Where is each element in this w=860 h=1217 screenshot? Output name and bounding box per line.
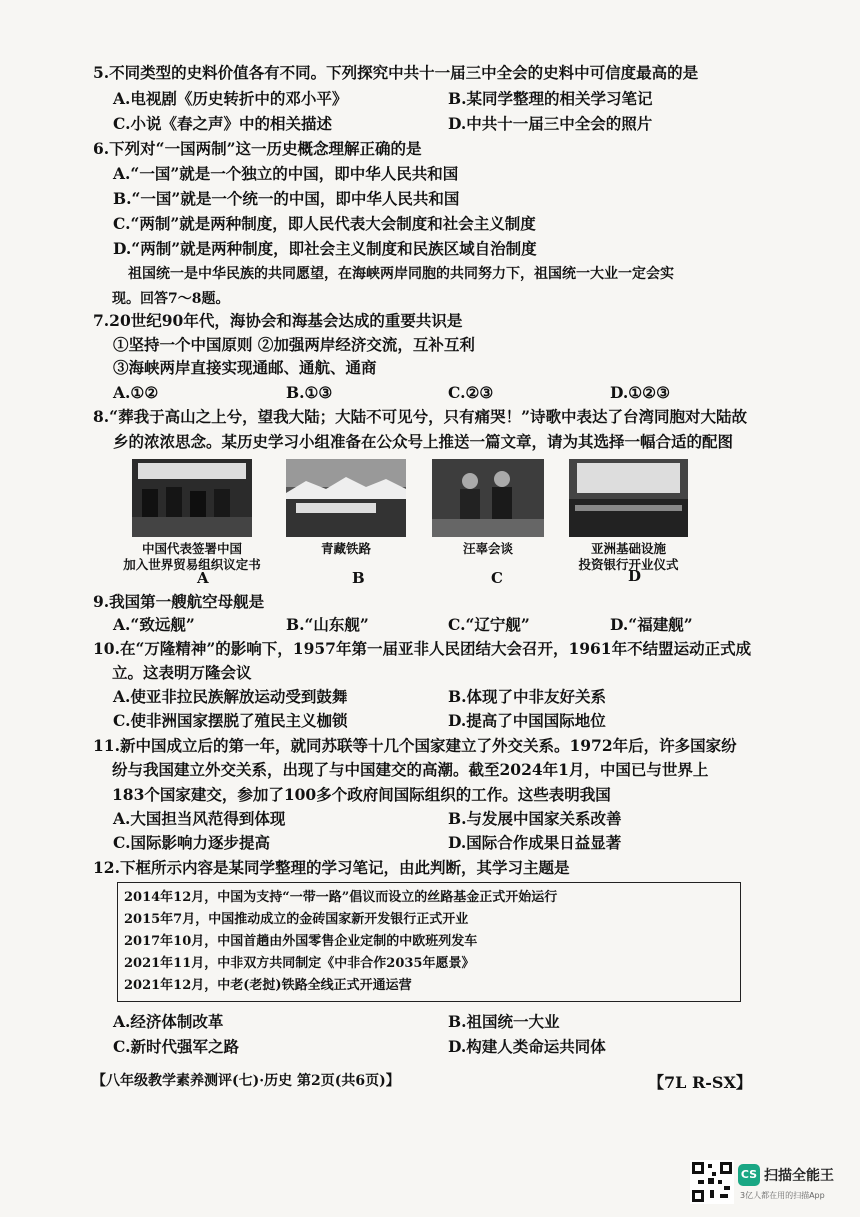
caption-a-line-2: 加入世界贸易组织议定书	[123, 557, 261, 572]
passage-line-2: 现。回答7～8题。	[112, 291, 230, 307]
picture-letter-b: B	[352, 569, 365, 587]
camscanner-name: 扫描全能王	[764, 1168, 834, 1184]
note-line-4: 2021年11月，中非双方共同制定《中非合作2035年愿景》	[124, 956, 475, 971]
q7-option-a: A.①②	[113, 383, 159, 402]
camscanner-logo: CS	[738, 1164, 760, 1186]
q10-stem-1: 10.在“万隆精神”的影响下，1957年第一届亚非人民团结大会召开，1961年不结盟运动正式成	[93, 639, 752, 658]
picture-letter-c: C	[491, 569, 503, 587]
picture-wang-koo-talks	[432, 459, 544, 537]
q11-stem-1: 11.新中国成立后的第一年，就同苏联等十几个国家建立了外交关系。1972年后，许多国家纷	[93, 736, 737, 755]
caption-d-line-1: 亚洲基础设施	[590, 541, 666, 556]
q12-option-c: C.新时代强军之路	[113, 1037, 239, 1056]
q11-option-b: B.与发展中国家关系改善	[448, 809, 622, 828]
picture-letter-a: A	[197, 569, 209, 587]
q12-option-d: D.构建人类命运共同体	[448, 1037, 606, 1056]
q7-option-c: C.②③	[448, 383, 494, 402]
footer-code: 【7L R-SX】	[648, 1073, 752, 1092]
q11-stem-2: 纷与我国建立外交关系，出现了与中国建交的高潮。截至2024年1月，中国已与世界上	[112, 760, 709, 779]
q12-option-a: A.经济体制改革	[113, 1012, 224, 1031]
q8-stem-2: 乡的浓浓思念。某历史学习小组准备在公众号上推送一篇文章，请为其选择一幅合适的配图	[113, 432, 734, 451]
picture-wto-signing	[132, 459, 252, 537]
q9-option-c: C.“辽宁舰”	[448, 615, 530, 634]
note-line-5: 2021年12月，中老(老挝)铁路全线正式开通运营	[124, 978, 412, 993]
q6-option-c: C.“两制”就是两种制度，即人民代表大会制度和社会主义制度	[113, 214, 536, 233]
q6-option-d: D.“两制”就是两种制度，即社会主义制度和民族区域自治制度	[113, 239, 537, 258]
caption-a-line-1: 中国代表签署中国	[141, 541, 242, 556]
q8-stem-1: 8.“葬我于高山之上兮，望我大陆；大陆不可见兮，只有痛哭！”诗歌中表达了台湾同胞对大陆故	[93, 407, 748, 426]
footer-exam-info: 【八年级教学素养测评(七)·历史 第2页(共6页)】	[92, 1073, 400, 1089]
q10-option-c: C.使非洲国家摆脱了殖民主义枷锁	[113, 711, 348, 730]
q5-option-b: B.某同学整理的相关学习笔记	[448, 89, 653, 108]
caption-b: 青藏铁路	[320, 541, 371, 556]
q11-option-d: D.国际合作成果日益显著	[448, 833, 622, 852]
q5-option-d: D.中共十一届三中全会的照片	[448, 114, 653, 133]
q10-option-b: B.体现了中非友好关系	[448, 687, 606, 706]
note-line-1: 2014年12月，中国为支持“一带一路”倡议而设立的丝路基金正式开始运行	[124, 890, 558, 905]
q6-stem: 6.下列对“一国两制”这一历史概念理解正确的是	[93, 139, 422, 158]
q10-option-a: A.使亚非拉民族解放运动受到鼓舞	[113, 687, 348, 706]
q11-option-c: C.国际影响力逐步提高	[113, 833, 270, 852]
q9-option-d: D.“福建舰”	[610, 615, 693, 634]
q9-stem: 9.我国第一艘航空母舰是	[93, 592, 265, 611]
q7-item-1: ①坚持一个中国原则 ②加强两岸经济交流，互补互利	[113, 335, 475, 354]
study-notes-box	[117, 882, 741, 1002]
q12-option-b: B.祖国统一大业	[448, 1012, 560, 1031]
q7-item-2: ③海峡两岸直接实现通邮、通航、通商	[113, 358, 377, 377]
note-line-3: 2017年10月，中国首趟由外国零售企业定制的中欧班列发车	[124, 934, 478, 949]
q5-option-a: A.电视剧《历史转折中的邓小平》	[113, 89, 348, 108]
q12-stem: 12.下框所示内容是某同学整理的学习笔记，由此判断，其学习主题是	[93, 858, 570, 877]
q11-stem-3: 183个国家建交，参加了100多个政府间国际组织的工作。这些表明我国	[112, 785, 611, 804]
q10-option-d: D.提高了中国国际地位	[448, 711, 606, 730]
picture-qinghai-tibet-railway	[286, 459, 406, 537]
q6-option-b: B.“一国”就是一个统一的中国，即中华人民共和国	[113, 189, 460, 208]
q5-option-c: C.小说《春之声》中的相关描述	[113, 114, 332, 133]
qr-code-icon	[690, 1160, 734, 1204]
q9-option-b: B.“山东舰”	[286, 615, 369, 634]
passage-line-1: 祖国统一是中华民族的共同愿望，在海峡两岸同胞的共同努力下，祖国统一大业一定会实	[128, 266, 674, 282]
q7-stem: 7.20世纪90年代，海协会和海基会达成的重要共识是	[93, 311, 463, 330]
q5-stem: 5.不同类型的史料价值各有不同。下列探究中共十一届三中全会的史料中可信度最高的是	[93, 63, 699, 82]
q7-option-b: B.①③	[286, 383, 333, 402]
q9-option-a: A.“致远舰”	[113, 615, 195, 634]
picture-letter-d: D	[628, 567, 642, 585]
note-line-2: 2015年7月，中国推动成立的金砖国家新开发银行正式开业	[124, 912, 469, 927]
picture-aiib-opening	[569, 459, 688, 537]
caption-c: 汪辜会谈	[462, 541, 513, 556]
q6-option-a: A.“一国”就是一个独立的中国，即中华人民共和国	[113, 164, 459, 183]
caption-d-line-2: 投资银行开业仪式	[578, 557, 679, 572]
q11-option-a: A.大国担当风范得到体现	[113, 809, 286, 828]
camscanner-tagline: 3亿人都在用的扫描App	[740, 1191, 825, 1200]
q7-option-d: D.①②③	[610, 383, 670, 402]
q10-stem-2: 立。这表明万隆会议	[112, 663, 252, 682]
